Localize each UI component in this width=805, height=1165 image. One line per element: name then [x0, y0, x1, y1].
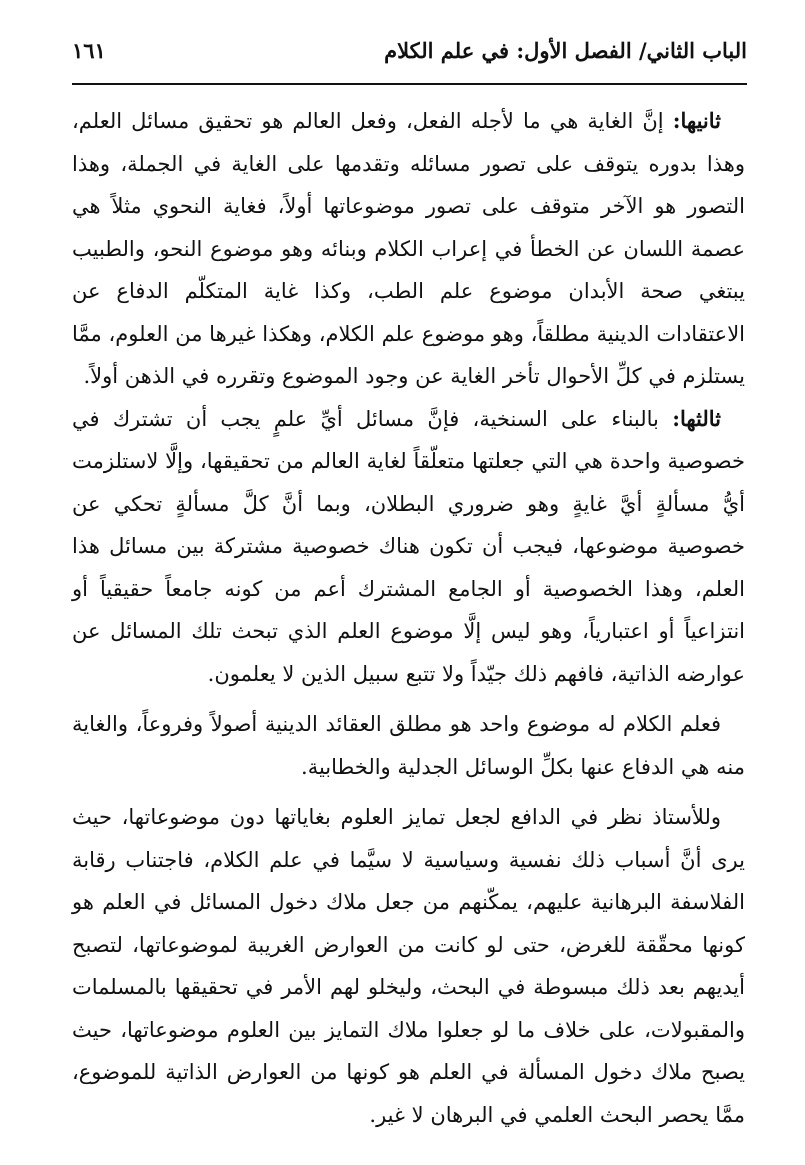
paragraph-ustadh [72, 796, 745, 1136]
running-title: الباب الثاني/ الفصل الأول: في علم الكلام [384, 37, 747, 63]
paragraph-ilm-al-kalam [72, 703, 745, 788]
body-text [72, 100, 745, 1136]
paragraph-lead: ثالثها: [672, 405, 721, 431]
paragraph-lead: ثانيها: [672, 108, 721, 133]
page-header [72, 30, 747, 70]
paragraph-text: بالبناء على السنخية، فإنَّ مسائل أيِّ علمٍ يجب أن تشترك في خصوصية واحدة هي التي جعلتها متعلّقاً لغاية العالم من تحقيقها، وإلَّا لاستلزمت أيُّ مسألةٍ أيَّ غايةٍ وهو ضروري البطلان، وبما أنَّ كلَّ مسألةٍ تحكي عن خصوصية موضوعها، فيجب أن تكون هناك خصوصية مشتركة بين مسائل هذا العلم، وهذا الخصوصية أو الجامع المشترك أعم من كونه جامعاً حقيقياً أو انتزاعياً أو اعتبارياً، وهو ليس إلَّا موضوع العلم الذي تبحث تلك المسائل عن عوارضه الذاتية، فافهم ذلك جيّداً ولا تتبع سبيل الذين لا يعلمون. [72, 406, 745, 686]
page-number: ١٦١ [72, 37, 106, 63]
paragraph-thaniha [72, 100, 745, 398]
paragraph-text: وللأستاذ نظر في الدافع لجعل تمايز العلوم بغاياتها دون موضوعاتها، حيث يرى أنَّ أسباب ذلك نفسية وسياسية لا سيَّما في علم الكلام، فاجتناب رقابة الفلاسفة البرهانية عليهم، يمكّنهم من جعل ملاك دخول المسائل في العلم هو كونها محقّقة للغرض، حتى لو كانت من العوارض الغريبة لموضوعاتها، لتصبح أيديهم بعد ذلك مبسوطة في البحث، وليخلو لهم الأمر في تحقيقها بالمسلمات والمقبولات، على خلاف ما لو جعلوا ملاك التمايز بين العلوم موضوعاتها، حيث يصبح ملاك دخول المسألة في العلم هو كونها من العوارض الذاتية للموضوع، ممَّا يحصر البحث العلمي في البرهان لا غير. [72, 805, 745, 1127]
paragraph-thalithuha [72, 398, 745, 696]
paragraph-text: إنَّ الغاية هي ما لأجله الفعل، وفعل العالم هو تحقيق مسائل العلم، وهذا بدوره يتوقف على تصور مسائله وتقدمها على الغاية في الجملة، وهذا التصور هو الآخر متوقف على تصور موضوعاتها أولاً، فغاية النحوي مثلاً هي عصمة اللسان عن الخطأ في إعراب الكلام وبنائه وهو موضوع النحو، والطبيب يبتغي صحة الأبدان موضوع علم الطب، وكذا غاية المتكلّم الدفاع عن الاعتقادات الدينية مطلقاً، وهو موضوع علم الكلام، وهكذا غيرها من العلوم، ممَّا يستلزم في كلِّ الأحوال تأخر الغاية عن وجود الموضوع وتقرره في الذهن أولاً. [72, 109, 745, 388]
paragraph-text: فعلم الكلام له موضوع واحد هو مطلق العقائد الدينية أصولاً وفروعاً، والغاية منه هي الدفاع عنها بكلِّ الوسائل الجدلية والخطابية. [72, 712, 745, 779]
header-divider [72, 83, 747, 85]
